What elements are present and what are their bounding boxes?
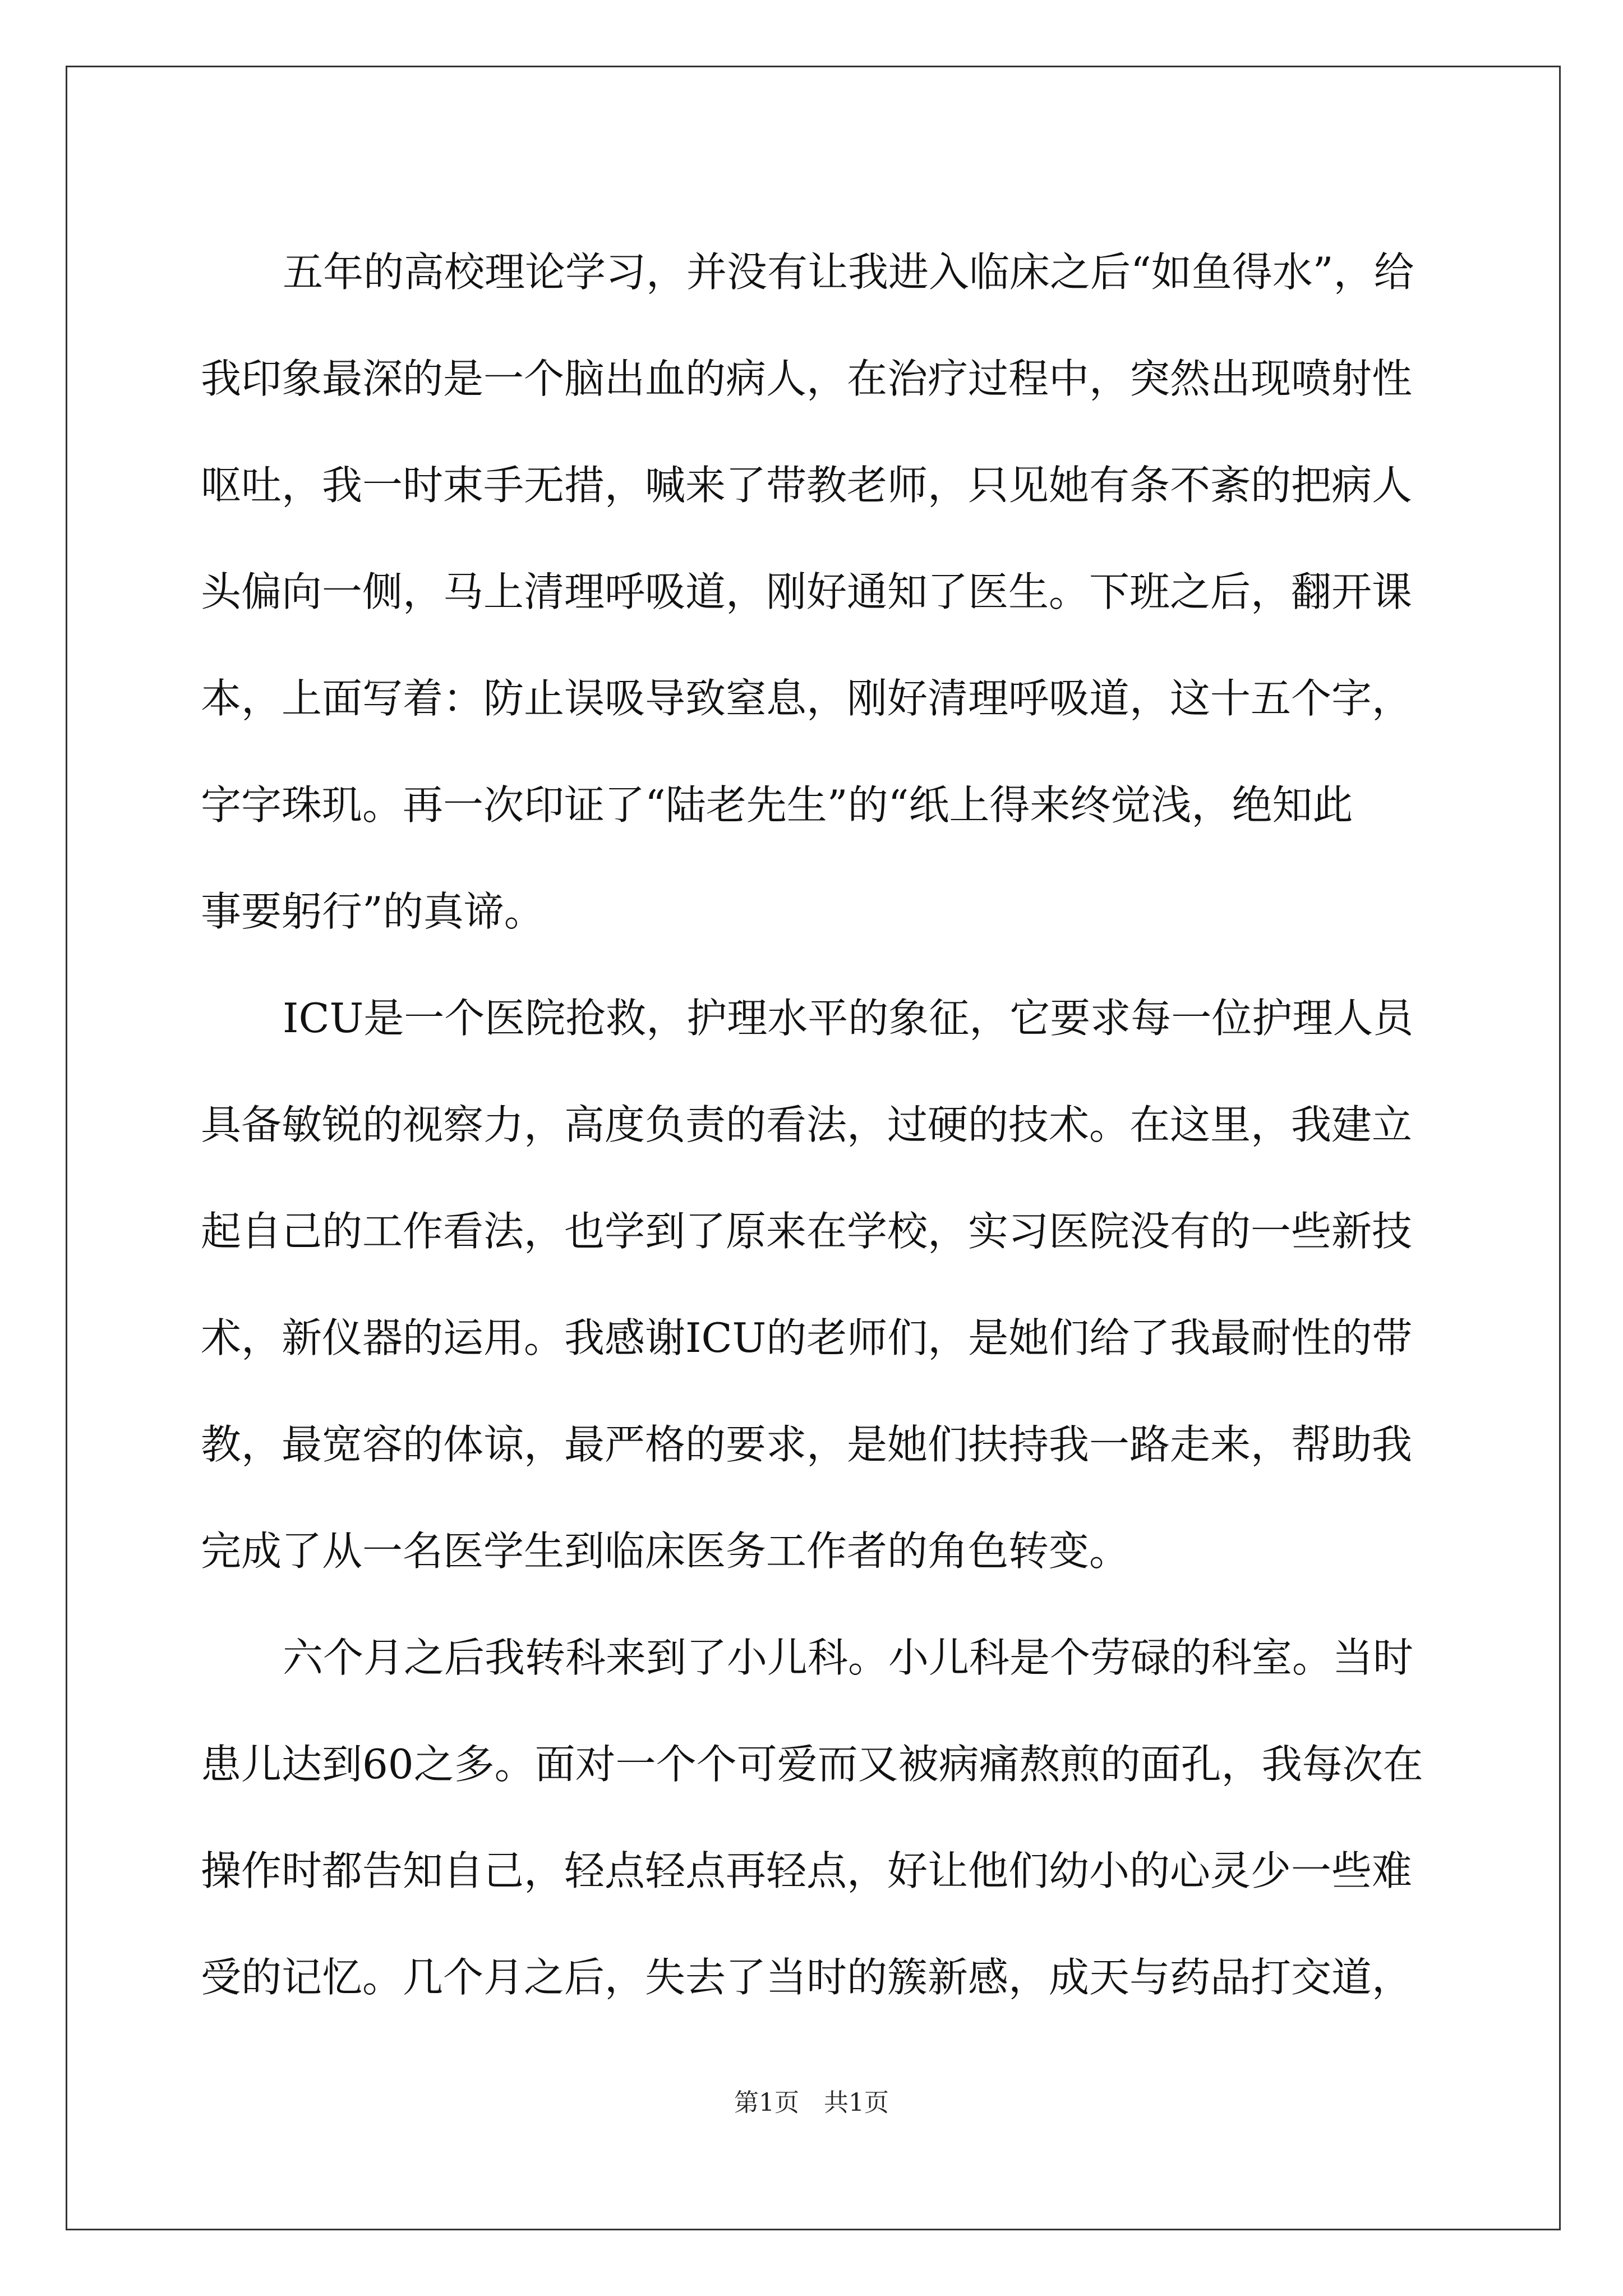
- page-number-footer: 第1页 共1页: [734, 2088, 889, 2117]
- text-line: 完成了从一名医学生到临床医务工作者的角色转变。: [201, 1527, 1130, 1575]
- text-line: 事要躬行”的真谛。: [201, 888, 545, 935]
- text-line: 字字珠玑。再一次印证了“陆老先生”的“纸上得来终觉浅，绝知此: [201, 781, 1353, 829]
- text-line: 头偏向一侧，马上清理呼吸道，刚好通知了医生。下班之后，翻开课: [201, 568, 1413, 615]
- text-line: 受的记忆。几个月之后，失去了当时的簇新感，成天与药品打交道，: [201, 1954, 1413, 2001]
- text-line: 我印象最深的是一个脑出血的病人，在治疗过程中，突然出现喷射性: [201, 355, 1413, 402]
- paragraph-first-line: 六个月之后我转科来到了小儿科。小儿科是个劳碌的科室。当时: [283, 1634, 1414, 1681]
- text-line: 呕吐，我一时束手无措，喊来了带教老师，只见她有条不紊的把病人: [201, 462, 1413, 509]
- document-body: [201, 219, 1429, 2031]
- text-line: 教，最宽容的体谅，最严格的要求，是她们扶持我一路走来，帮助我: [201, 1421, 1413, 1468]
- paragraph-first-line: 五年的高校理论学习，并没有让我进入临床之后“如鱼得水”，给: [283, 249, 1414, 296]
- text-line: 起自己的工作看法，也学到了原来在学校，实习医院没有的一些新技: [201, 1208, 1413, 1255]
- text-line: 本，上面写着：防止误吸导致窒息，刚好清理呼吸道，这十五个字，: [201, 675, 1413, 722]
- text-line: 具备敏锐的视察力，高度负责的看法，过硬的技术。在这里，我建立: [201, 1101, 1413, 1148]
- text-line: 患儿达到60之多。面对一个个可爱而又被病痛熬煎的面孔，我每次在: [201, 1741, 1423, 1788]
- text-line: 术，新仪器的运用。我感谢ICU的老师们，是她们给了我最耐性的带: [201, 1314, 1413, 1361]
- text-line: 操作时都告知自己，轻点轻点再轻点，好让他们幼小的心灵少一些难: [201, 1847, 1413, 1894]
- paragraph-first-line: ICU是一个医院抢救，护理水平的象征，它要求每一位护理人员: [283, 995, 1414, 1042]
